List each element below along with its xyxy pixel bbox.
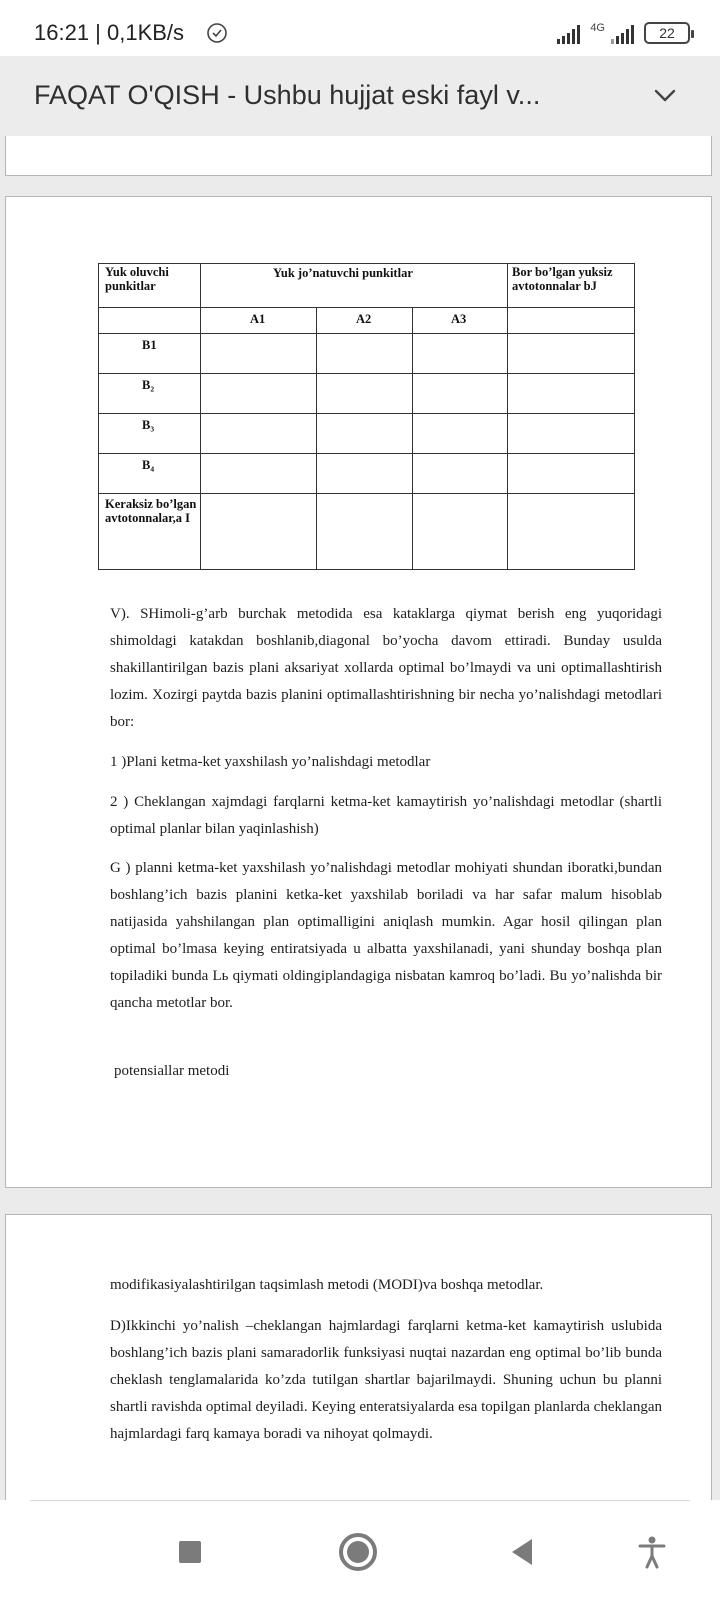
paragraph-g: G ) planni ketma-ket yaxshilash yo’nalishdagi metodlar mohiyati shundan iboratki,bundan boshlang’ich bazis planini ketka-ket yaxshilab boriladi va har safar malum hisoblab natijasida yahshilangan plan optimalligini aniqlash mumkin. Agar hosil qilingan plan optimal bo’lmasa keying entiratsiyada u albatta yaxshilanadi, yani shunday boshqa plan topiladiki bunda Lь qiymati oldingiplandagiga nisbatan kamroq bo’ladi. Bu yo’nalishda bir qancha metotlar bor. xyxy=(110,860,662,1011)
paragraph-potentials: potensiallar metodi xyxy=(114,1063,230,1079)
network-label: 4G xyxy=(590,22,605,34)
header-senders: Yuk jo’natuvchi punkitlar xyxy=(273,266,413,280)
column-a3: A3 xyxy=(451,312,467,326)
vpn-icon xyxy=(206,22,228,49)
row-b3: B₃ xyxy=(142,418,155,432)
header-available: Bor bo’lgan yuksiz avtotonnalar bJ xyxy=(512,265,613,293)
paragraph-1: 1 )Plani ketma-ket yaxshilash yo’nalishdagi metodlar xyxy=(110,754,431,770)
chevron-down-icon[interactable] xyxy=(650,80,680,110)
transport-table xyxy=(98,263,638,573)
navigation-bar xyxy=(0,1500,720,1600)
recents-square-icon[interactable] xyxy=(168,1530,212,1574)
back-triangle-icon[interactable] xyxy=(500,1530,544,1574)
signal-4g-icon xyxy=(611,24,634,44)
paragraph-d: D)Ikkinchi yo’nalish –cheklangan hajmlardagi farqlarni ketma-ket kamaytirish uslubida boshlang’ich bazis plani samaradorlik funksiyasi nuqtai nazardan eng optimal bo’lib bunda cheklash tenglamalarida ko’zda tutilgan shartlar bajarilmaydi. Shuning uchun bu planni shartli ravishda optimal deyiladi. Keying enteratsiyalarda esa topilgan planlarda cheklangan hajmlardagi farq kamaya boradi va nihoyat qolmaydi. xyxy=(110,1318,662,1442)
status-time: 16:21 | 0,1KB/s xyxy=(34,20,185,45)
signal-icon xyxy=(557,24,580,44)
footer-required: Keraksiz bo’lgan avtotonnalar,a I xyxy=(105,497,197,525)
next-page xyxy=(5,1214,712,1500)
paragraph-v: V). SHimoli-g’arb burchak metodida esa kataklarga qiymat berish eng yuqoridagi shimoldagi katakdan boshlanib,diagonal bo’yocha davom ettiradi. Bunday usulda shakillantirilgan bazis plani aksariyat xollarda optimal bo’lmaydi va uni optimallashtirish lozim. Xozirgi paytda bazis planini optimallashtirishning bir necha yo’nalishdagi metodlari bor: xyxy=(110,606,662,730)
home-circle-icon[interactable] xyxy=(336,1530,380,1574)
battery-level: 22 xyxy=(659,25,675,41)
document-viewer[interactable] xyxy=(0,136,720,1500)
row-b4: B₄ xyxy=(142,458,155,472)
paragraph-modi: modifikasiyalashtirilgan taqsimlash metodi (MODI)va boshqa metodlar. xyxy=(110,1277,544,1293)
status-bar xyxy=(0,0,720,62)
column-a1: A1 xyxy=(250,312,266,326)
document-page xyxy=(5,196,712,1188)
header-receivers: Yuk oluvchi punkitlar xyxy=(105,265,169,293)
document-title: FAQAT O'QISH - Ushbu hujjat eski fayl v... xyxy=(34,80,541,110)
paragraph-2: 2 ) Cheklangan xajmdagi farqlarni ketma-ket kamaytirish yo’nalishdagi metodlar (shartli optimal planlar bilan yaqinlashish) xyxy=(110,794,662,837)
previous-page xyxy=(5,136,712,176)
row-b2: B₂ xyxy=(142,378,155,392)
accessibility-icon[interactable] xyxy=(630,1530,674,1574)
app-header xyxy=(0,56,720,136)
row-b1: B1 xyxy=(142,338,157,352)
column-a2: A2 xyxy=(356,312,372,326)
battery-icon xyxy=(644,22,690,44)
